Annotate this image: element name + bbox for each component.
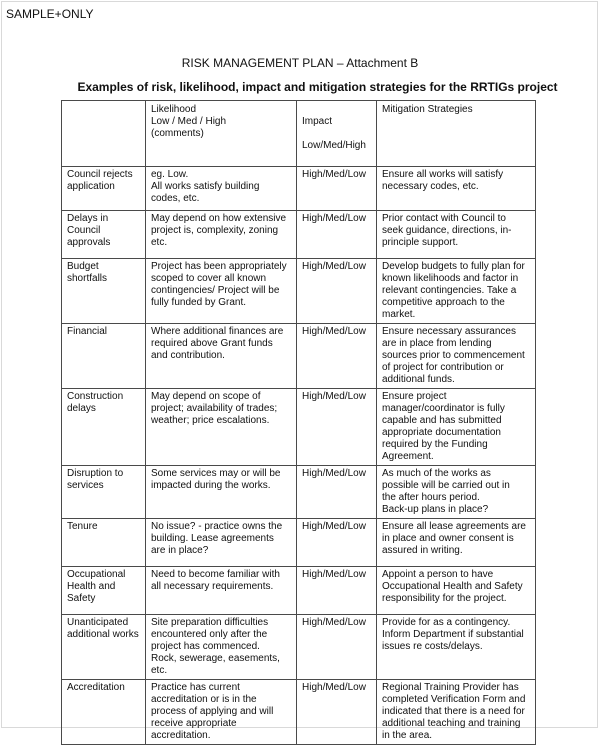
risk-cell: Financial bbox=[62, 324, 146, 389]
mitigation-cell: Ensure all works will satisfy necessary codes, etc. bbox=[377, 167, 536, 211]
table-row bbox=[62, 167, 536, 211]
risk-cell: Construction delays bbox=[62, 389, 146, 466]
impact-cell: High/Med/Low bbox=[297, 466, 377, 519]
table-row bbox=[62, 259, 536, 324]
mitigation-cell: Prior contact with Council to seek guidance, directions, in- principle support. bbox=[377, 211, 536, 259]
mitigation-cell: As much of the works as possible will be carried out in the after hours period. Back-up plans in place? bbox=[377, 466, 536, 519]
likelihood-cell: Some services may or will be impacted during the works. bbox=[146, 466, 297, 519]
header-impact-label: Impact bbox=[302, 116, 333, 127]
mitigation-cell: Ensure project manager/coordinator is fully capable and has submitted appropriate documentation required by the Funding Agreement. bbox=[377, 389, 536, 466]
likelihood-cell: eg. Low. All works satisfy building codes, etc. bbox=[146, 167, 297, 211]
mitigation-cell: Provide for as a contingency. Inform Department if substantial issues re costs/delays. bbox=[377, 615, 536, 680]
risk-table bbox=[61, 100, 536, 745]
mitigation-cell: Regional Training Provider has completed Verification Form and indicated that there is a need for additional teaching and training in the area. bbox=[377, 680, 536, 745]
table-row bbox=[62, 615, 536, 680]
risk-cell: Council rejects application bbox=[62, 167, 146, 211]
impact-cell: High/Med/Low bbox=[297, 615, 377, 680]
page-subtitle: Examples of risk, likelihood, impact and mitigation strategies for the RRTIGs project bbox=[77, 80, 558, 94]
likelihood-cell: May depend on how extensive project is, complexity, zoning etc. bbox=[146, 211, 297, 259]
likelihood-cell: Site preparation difficulties encountered only after the project has commenced. Rock, sewerage, easements, etc. bbox=[146, 615, 297, 680]
likelihood-cell: May depend on scope of project; availability of trades; weather; price escalations. bbox=[146, 389, 297, 466]
likelihood-cell: Need to become familiar with all necessary requirements. bbox=[146, 567, 297, 615]
table-row bbox=[62, 324, 536, 389]
risk-cell: Tenure bbox=[62, 519, 146, 567]
risk-cell: Unanticipated additional works bbox=[62, 615, 146, 680]
mitigation-cell: Appoint a person to have Occupational Health and Safety responsibility for the project. bbox=[377, 567, 536, 615]
impact-cell: High/Med/Low bbox=[297, 324, 377, 389]
risk-cell: Occupational Health and Safety bbox=[62, 567, 146, 615]
header-impact bbox=[297, 101, 377, 167]
risk-cell: Accreditation bbox=[62, 680, 146, 745]
impact-cell: High/Med/Low bbox=[297, 167, 377, 211]
table-header-row bbox=[62, 101, 536, 167]
table-row bbox=[62, 680, 536, 745]
impact-cell: High/Med/Low bbox=[297, 211, 377, 259]
header-impact-scale: Low/Med/High bbox=[302, 140, 366, 151]
likelihood-cell: Practice has current accreditation or is in the process of applying and will receive appropriate accreditation. bbox=[146, 680, 297, 745]
watermark-text: SAMPLE+ONLY bbox=[6, 7, 94, 21]
table-row bbox=[62, 466, 536, 519]
table-row bbox=[62, 211, 536, 259]
table-row bbox=[62, 389, 536, 466]
mitigation-cell: Develop budgets to fully plan for known likelihoods and factor in relevant contingencies. Take a competitive approach to the market. bbox=[377, 259, 536, 324]
table-row bbox=[62, 567, 536, 615]
impact-cell: High/Med/Low bbox=[297, 259, 377, 324]
mitigation-cell: Ensure necessary assurances are in place from lending sources prior to commencement of project for contribution or additional funds. bbox=[377, 324, 536, 389]
impact-cell: High/Med/Low bbox=[297, 389, 377, 466]
page-title: RISK MANAGEMENT PLAN – Attachment B bbox=[181, 56, 419, 70]
likelihood-cell: Project has been appropriately scoped to cover all known contingencies/ Project will be fully funded by Grant. bbox=[146, 259, 297, 324]
likelihood-cell: Where additional finances are required above Grant funds and contribution. bbox=[146, 324, 297, 389]
mitigation-cell: Ensure all lease agreements are in place and owner consent is assured in writing. bbox=[377, 519, 536, 567]
risk-cell: Budget shortfalls bbox=[62, 259, 146, 324]
header-risk bbox=[62, 101, 146, 167]
impact-cell: High/Med/Low bbox=[297, 680, 377, 745]
impact-cell: High/Med/Low bbox=[297, 519, 377, 567]
likelihood-cell: No issue? - practice owns the building. Lease agreements are in place? bbox=[146, 519, 297, 567]
header-mitigation: Mitigation Strategies bbox=[377, 101, 536, 167]
risk-cell: Delays in Council approvals bbox=[62, 211, 146, 259]
table-row bbox=[62, 519, 536, 567]
impact-cell: High/Med/Low bbox=[297, 567, 377, 615]
header-likelihood: Likelihood Low / Med / High (comments) bbox=[146, 101, 297, 167]
risk-cell: Disruption to services bbox=[62, 466, 146, 519]
